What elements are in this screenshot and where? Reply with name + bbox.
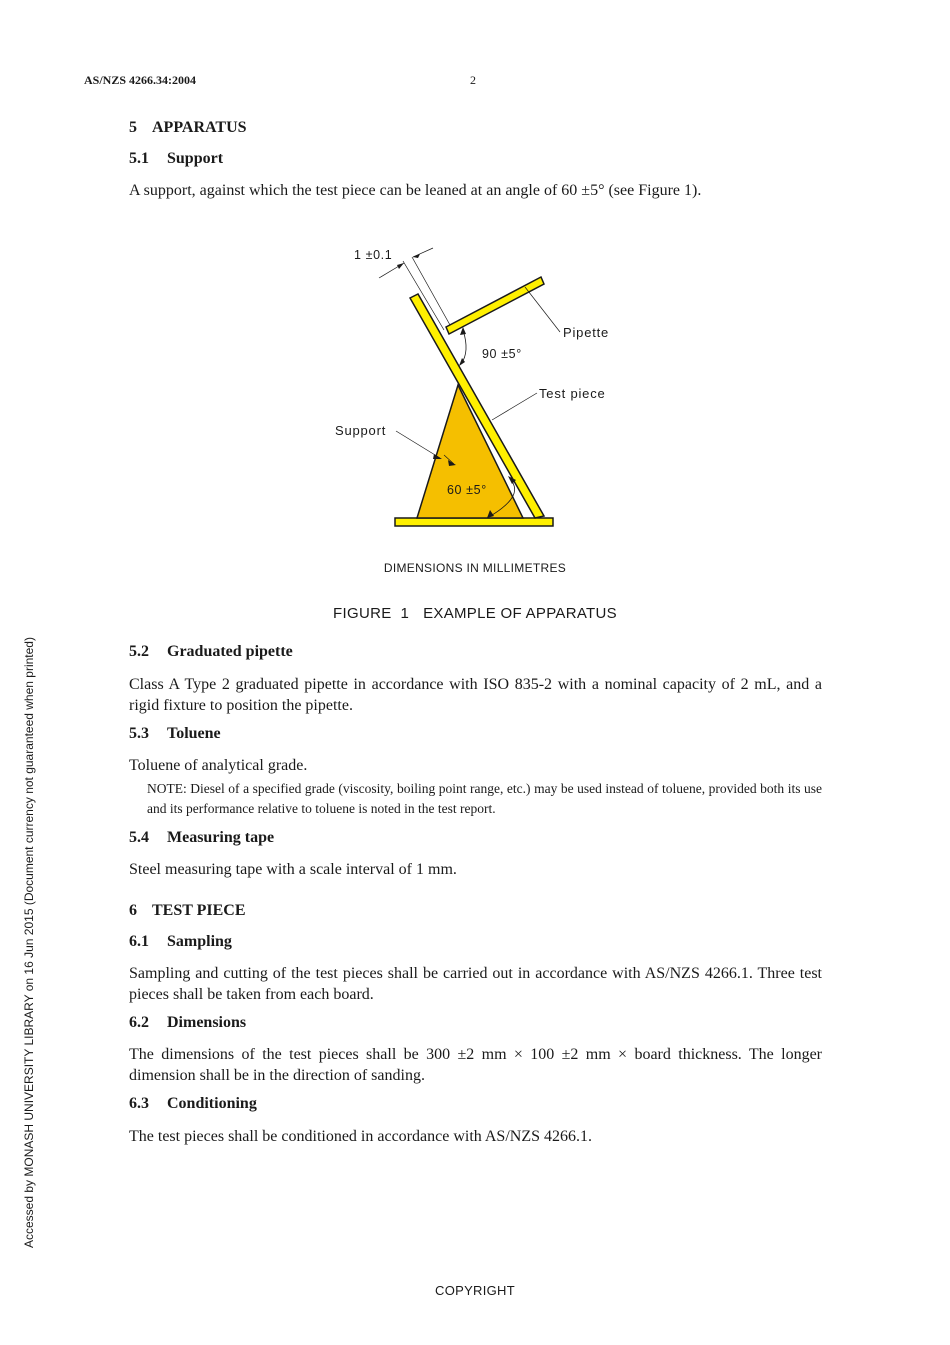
clause-6-1-text: Sampling and cutting of the test pieces shall be carried out in accordance with AS/NZS 4266.1. Three test pieces shall be taken from each board. [129,965,822,1003]
section-5-heading [129,119,247,137]
clause-6-3-number: 6.3 [129,1095,149,1112]
clause-5-3-title: Toluene [167,725,221,742]
angle-90-label: 90 ±5° [482,347,522,361]
thickness-arrow-1 [397,263,404,269]
clause-6-1-title: Sampling [167,933,232,950]
clause-6-2-heading [129,1014,246,1032]
thickness-arrow-2 [413,254,420,258]
clause-5-2-text: Class A Type 2 graduated pipette in accordance with ISO 835-2 with a nominal capacity of 2 mL, and a rigid fixture to position the pipette. [129,676,822,714]
access-watermark-text: Accessed by MONASH UNIVERSITY LIBRARY on 16 Jun 2015 (Document currency not guaranteed when printed) [22,637,36,1248]
clause-5-3-heading [129,725,221,743]
clause-6-1-number: 6.1 [129,933,149,950]
angle-60-label: 60 ±5° [447,483,487,497]
figure-caption [0,605,950,622]
clause-5-4-number: 5.4 [129,829,149,846]
clause-6-3-heading [129,1095,257,1113]
apparatus-figure [330,240,630,540]
pipette [446,277,544,334]
test-piece-leader [492,393,537,420]
figure-caption-number: FIGURE 1 [333,605,410,622]
section-6-number: 6 [129,902,137,919]
header-page-number: 2 [470,73,476,87]
clause-5-2-title: Graduated pipette [167,643,293,660]
clause-6-1-heading [129,933,232,951]
header-standard-number: AS/NZS 4266.34:2004 [84,73,197,87]
section-5-number: 5 [129,119,137,136]
test-piece-label: Test piece [539,386,606,401]
section-6-title: TEST PIECE [152,902,246,919]
clause-5-2-number: 5.2 [129,643,149,660]
section-5-title: APPARATUS [152,119,247,136]
clause-5-2-heading [129,643,293,661]
clause-5-1-title: Support [167,150,224,167]
clause-5-4-text: Steel measuring tape with a scale interval of 1 mm. [129,861,457,878]
clause-5-4-title: Measuring tape [167,829,275,846]
clause-6-3-text: The test pieces shall be conditioned in accordance with AS/NZS 4266.1. [129,1128,592,1145]
clause-5-1-text: A support, against which the test piece can be leaned at an angle of 60 ±5° (see Figure 1). [129,182,702,199]
figure-dimensions-note: DIMENSIONS IN MILLIMETRES [383,561,567,575]
thickness-leader-2 [413,248,433,257]
clause-5-1-number: 5.1 [129,150,149,167]
clause-6-2-title: Dimensions [167,1014,247,1031]
clause-5-3-note: NOTE: Diesel of a specified grade (viscosity, boiling point range, etc.) may be used instead of toluene, provided both its use and its performance relative to toluene is noted in the test report. [147,781,822,816]
clause-6-2-text: The dimensions of the test pieces shall be 300 ±2 mm × 100 ±2 mm × board thickness. The longer dimension shall be in the direction of sanding. [129,1046,822,1084]
clause-5-3-text: Toluene of analytical grade. [129,757,308,774]
footer-copyright: COPYRIGHT [435,1283,515,1298]
clause-5-1-heading [129,150,223,168]
clause-5-3-number: 5.3 [129,725,149,742]
pipette-leader [525,287,560,332]
pipette-label: Pipette [563,325,610,340]
thickness-label: 1 ±0.1 [354,248,393,262]
support-label: Support [335,423,387,438]
clause-6-2-number: 6.2 [129,1014,149,1031]
section-6-heading [129,902,246,920]
base-plate [395,518,553,526]
figure-caption-title: EXAMPLE OF APPARATUS [423,605,617,622]
clause-6-3-title: Conditioning [167,1095,257,1112]
support-leader [396,431,440,458]
thickness-extension-line-2 [412,257,450,325]
clause-5-4-heading [129,829,274,847]
